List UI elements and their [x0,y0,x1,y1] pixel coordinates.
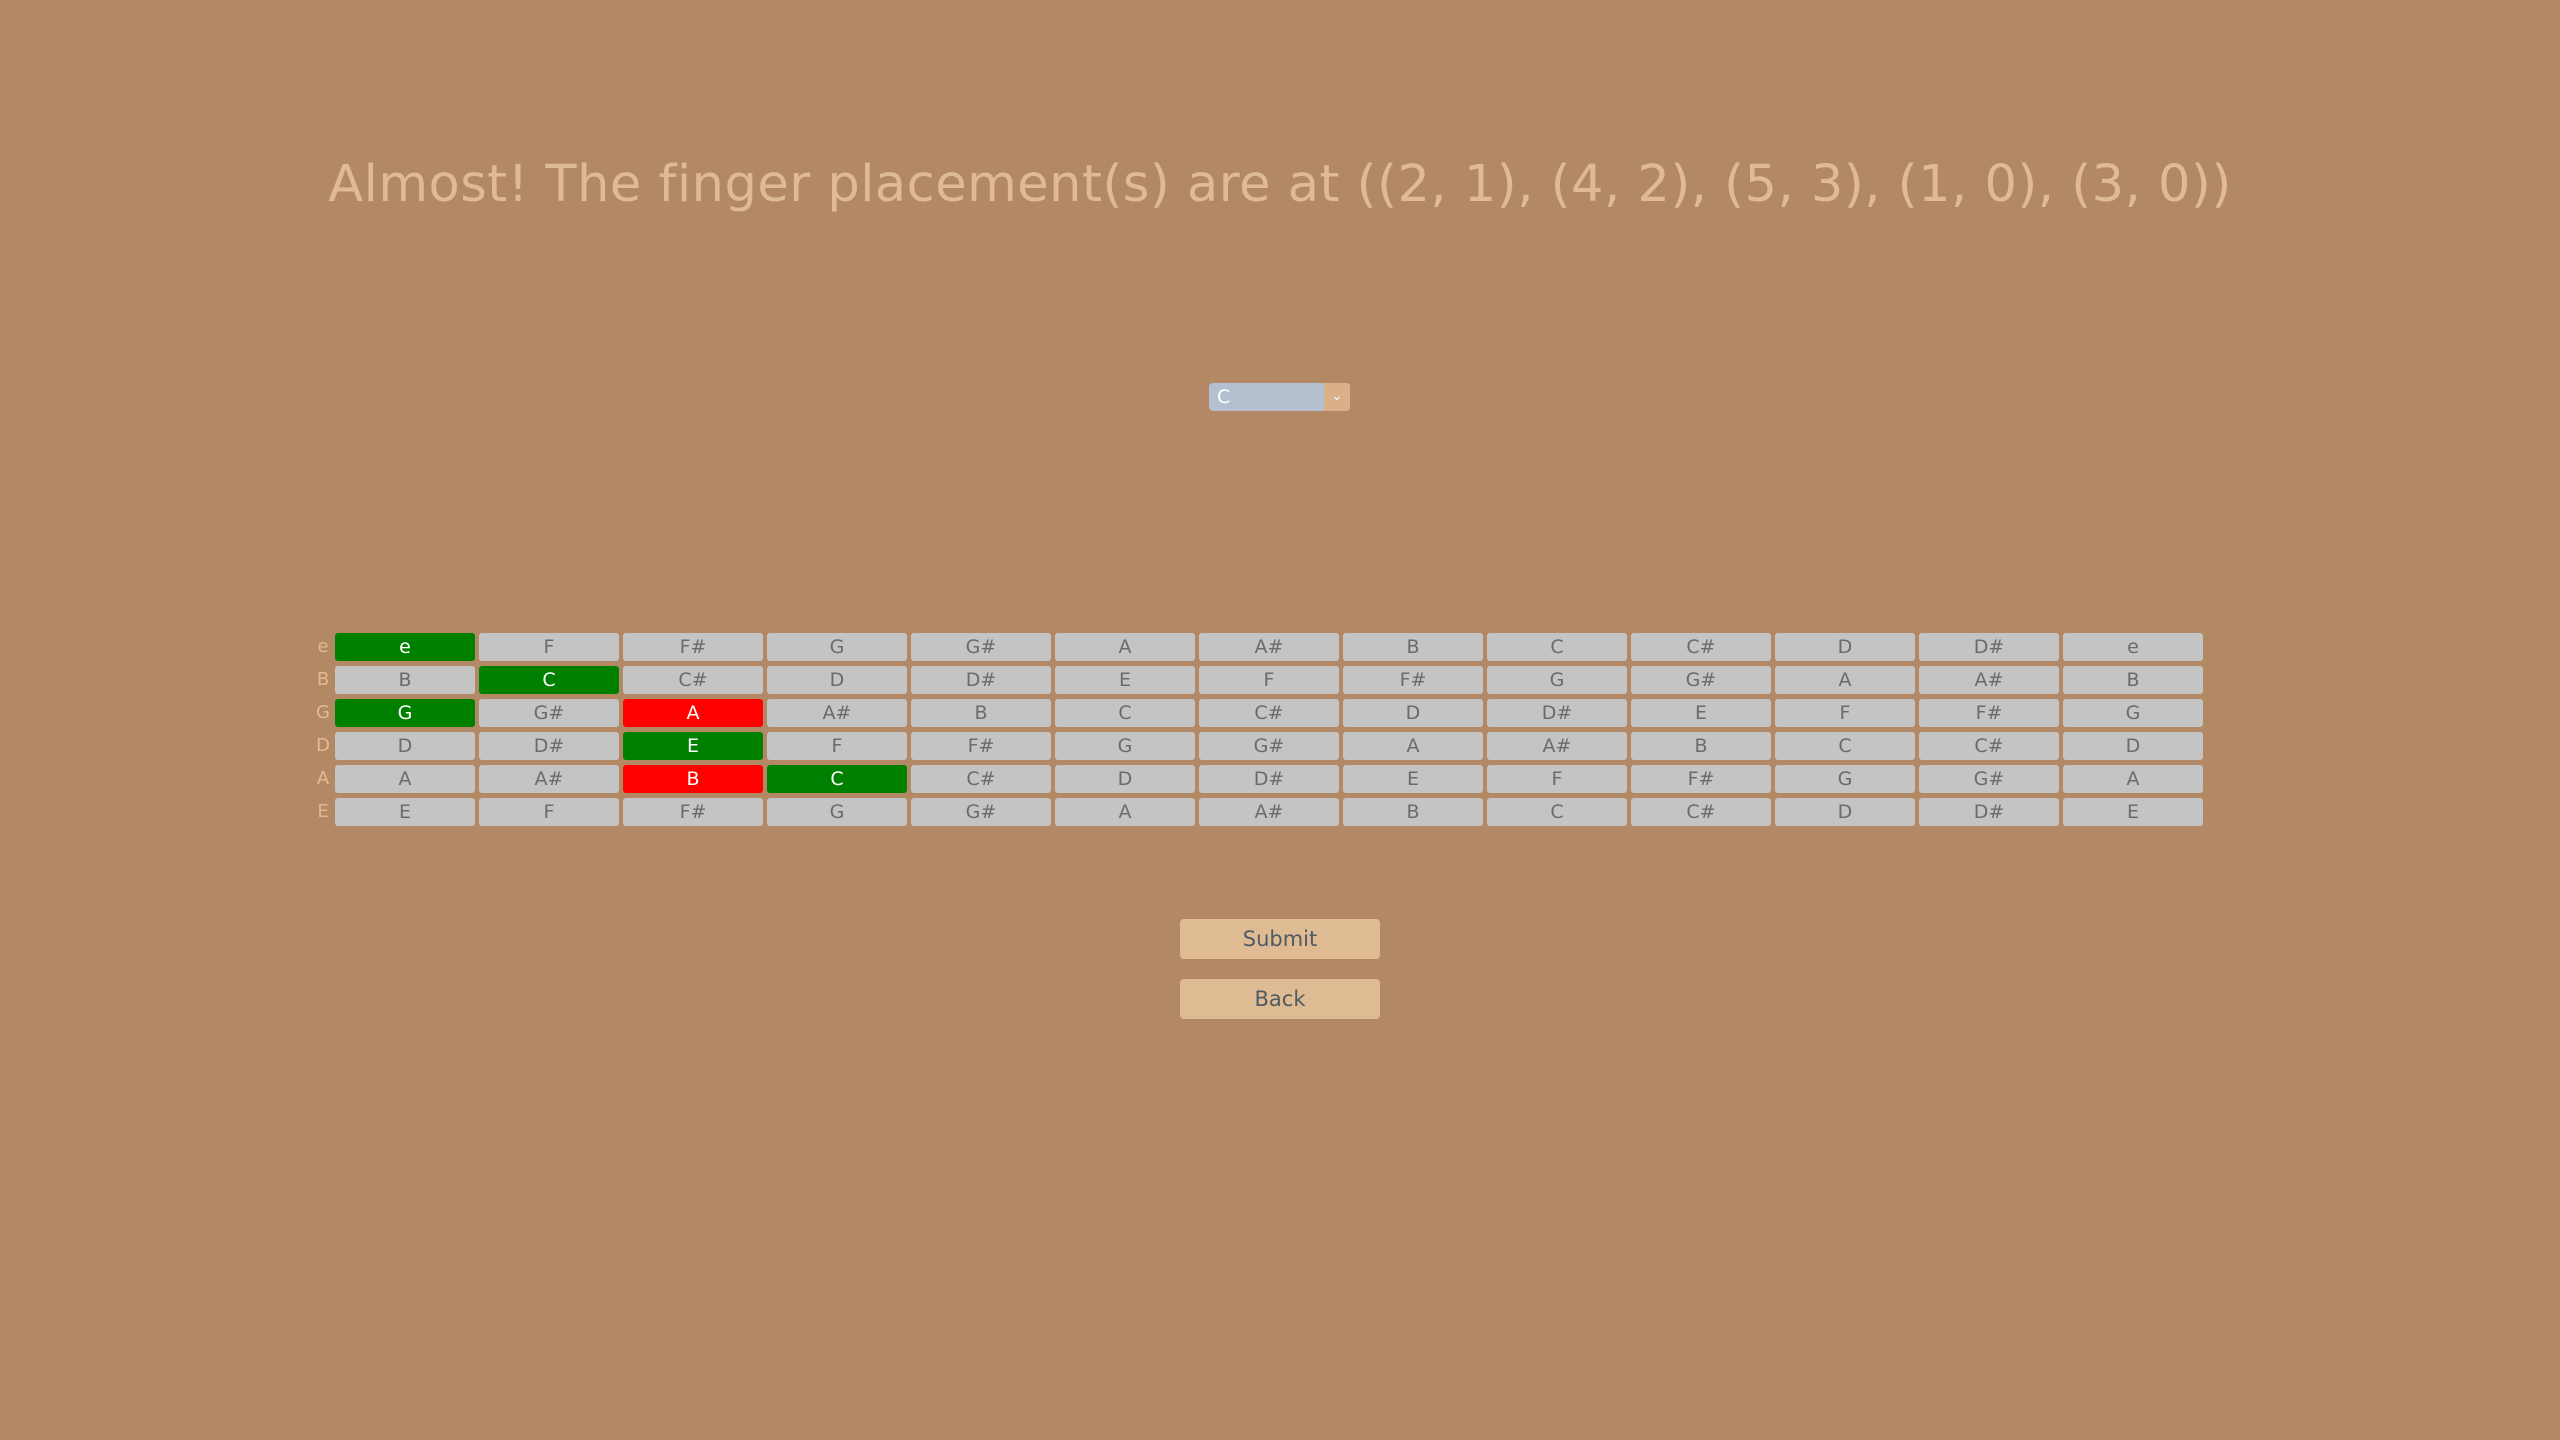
fret-button[interactable]: G [767,633,907,661]
fret-button[interactable]: B [911,699,1051,727]
fret-button[interactable]: A [1775,666,1915,694]
fret-button[interactable]: D [335,732,475,760]
fret-button[interactable]: E [623,732,763,760]
fret-button[interactable]: G# [911,798,1051,826]
fret-button[interactable]: A [1055,798,1195,826]
fret-button[interactable]: C [1775,732,1915,760]
fret-button[interactable]: F [1199,666,1339,694]
fret-button[interactable]: E [1343,765,1483,793]
feedback-message: Almost! The finger placement(s) are at ((2, 1), (4, 2), (5, 3), (1, 0), (3, 0)) [328,155,2232,214]
fret-button[interactable]: B [1631,732,1771,760]
fret-button[interactable]: C# [911,765,1051,793]
fret-button[interactable]: D [1775,633,1915,661]
fret-button[interactable]: F [1487,765,1627,793]
fret-button[interactable]: D# [1919,633,2059,661]
fret-button[interactable]: G# [911,633,1051,661]
fret-button[interactable]: C [479,666,619,694]
fret-button[interactable]: G# [479,699,619,727]
fret-button[interactable]: B [2063,666,2203,694]
fret-button[interactable]: A# [1199,798,1339,826]
fret-button[interactable]: e [2063,633,2203,661]
fret-button[interactable]: B [1343,633,1483,661]
fret-button[interactable]: F# [1919,699,2059,727]
fret-button[interactable]: F# [623,633,763,661]
fret-button[interactable]: E [1055,666,1195,694]
string-label: D [316,735,330,756]
fret-button[interactable]: F# [1343,666,1483,694]
fret-button[interactable]: D# [1199,765,1339,793]
fret-button[interactable]: D [767,666,907,694]
fret-button[interactable]: F [479,633,619,661]
fret-button[interactable]: D [1775,798,1915,826]
fret-button[interactable]: A# [767,699,907,727]
fret-button[interactable]: C# [1199,699,1339,727]
fret-button[interactable]: A# [1919,666,2059,694]
fret-button[interactable]: G# [1919,765,2059,793]
string-label: A [316,768,330,789]
string-row [310,699,2210,727]
fret-button[interactable]: G# [1199,732,1339,760]
fret-button[interactable]: C# [1919,732,2059,760]
fret-button[interactable]: F# [911,732,1051,760]
fret-button[interactable]: D# [911,666,1051,694]
chord-select[interactable] [1209,383,1350,411]
fret-button[interactable]: A [2063,765,2203,793]
fret-button[interactable]: C [1487,798,1627,826]
fret-button[interactable]: A# [479,765,619,793]
fret-button[interactable]: D# [479,732,619,760]
fret-button[interactable]: F# [1631,765,1771,793]
fret-button[interactable]: C [1487,633,1627,661]
string-row [310,666,2210,694]
fret-button[interactable]: A# [1199,633,1339,661]
fret-button[interactable]: E [1631,699,1771,727]
fret-button[interactable]: B [1343,798,1483,826]
fret-button[interactable]: G [2063,699,2203,727]
fret-button[interactable]: A [1055,633,1195,661]
fret-button[interactable]: D# [1919,798,2059,826]
fret-button[interactable]: C# [623,666,763,694]
fret-button[interactable]: E [335,798,475,826]
fret-button[interactable]: A [1343,732,1483,760]
fret-button[interactable]: D# [1487,699,1627,727]
chevron-down-icon[interactable]: ⌄ [1324,383,1350,411]
string-row [310,633,2210,661]
fret-button[interactable]: B [623,765,763,793]
chord-select-value: C [1217,386,1231,408]
fret-button[interactable]: A [623,699,763,727]
fret-button[interactable]: D [1055,765,1195,793]
fret-button[interactable]: G [335,699,475,727]
fret-button[interactable]: D [1343,699,1483,727]
fret-button[interactable]: A# [1487,732,1627,760]
fret-button[interactable]: E [2063,798,2203,826]
fret-button[interactable]: F [479,798,619,826]
fret-button[interactable]: C# [1631,633,1771,661]
fret-button[interactable]: A [335,765,475,793]
submit-button[interactable]: Submit [1180,919,1380,959]
fret-button[interactable]: G [1055,732,1195,760]
fret-button[interactable]: F [767,732,907,760]
fret-button[interactable]: F# [623,798,763,826]
fret-button[interactable]: e [335,633,475,661]
fret-button[interactable]: F [1775,699,1915,727]
fret-button[interactable]: G [1775,765,1915,793]
fret-button[interactable]: B [335,666,475,694]
string-label: B [316,669,330,690]
fret-button[interactable]: G [767,798,907,826]
fret-button[interactable]: C# [1631,798,1771,826]
fret-button[interactable]: G# [1631,666,1771,694]
fret-button[interactable]: C [767,765,907,793]
string-row [310,765,2210,793]
string-label: E [317,801,329,822]
string-label: G [316,702,330,723]
string-row [310,798,2210,826]
back-button[interactable]: Back [1180,979,1380,1019]
fret-button[interactable]: C [1055,699,1195,727]
string-label: e [317,636,329,657]
fret-button[interactable]: G [1487,666,1627,694]
string-row [310,732,2210,760]
fret-button[interactable]: D [2063,732,2203,760]
